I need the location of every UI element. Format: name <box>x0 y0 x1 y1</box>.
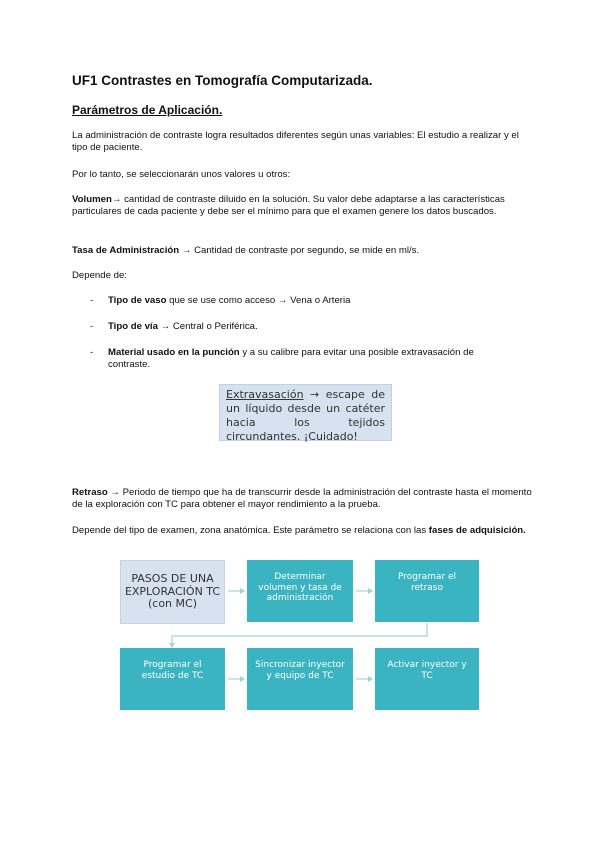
arrowhead-icon <box>240 588 245 594</box>
section-heading: Parámetros de Aplicación. <box>72 103 223 117</box>
list-item-term: Material usado en la punción <box>108 347 240 358</box>
arrowhead-icon <box>368 676 373 682</box>
flow-start-label: PASOS DE UNA EXPLORACIÓN TC (con MC) <box>124 572 221 611</box>
list-item-text: y a su calibre para evitar una posible extravasación de contraste. <box>108 347 474 371</box>
callout-text: → escape de un líquido desde un catéter hacia los tejidos circundantes. ¡Cuidado! <box>226 388 385 443</box>
list-item-text: que se use como acceso → Vena o Arteria <box>166 295 351 306</box>
list-bullet: - <box>90 295 94 306</box>
flow-step-label: Activar inyector y TC <box>387 660 467 681</box>
depende2-term: fases de adquisición. <box>428 525 526 536</box>
list-bullet: - <box>90 347 94 358</box>
callout-term: Extravasación <box>226 388 304 401</box>
arrowhead-icon <box>169 643 175 648</box>
flow-step-label: Sincronizar inyector y equipo de TC <box>255 660 345 681</box>
arrowhead-icon <box>368 588 373 594</box>
list-item-term: Tipo de vía <box>108 321 158 332</box>
flow-step-label: Determinar volumen y tasa de administración <box>258 572 342 603</box>
volumen-term: Volumen <box>72 194 112 205</box>
flow-step-label: Programar el retraso <box>397 572 457 593</box>
retraso-text: → Periodo de tiempo que ha de transcurrir desde la administración del contraste hasta el momento de la exploración con TC para obtener el mayor rendimiento a la prueba. <box>72 487 532 511</box>
document-title: UF1 Contrastes en Tomografía Computarizada. <box>72 73 373 88</box>
list-item-text: → Central o Periférica. <box>157 321 258 332</box>
tasa-term: Tasa de Administración <box>72 245 180 256</box>
list-item-term: Tipo de vaso <box>108 295 167 306</box>
arrowhead-icon <box>240 676 245 682</box>
tasa-text: → Cantidad de contraste por segundo, se mide en ml/s. <box>179 245 420 256</box>
intro-paragraph: La administración de contraste logra resultados diferentes según unas variables: El estudio a realizar y el tipo de paciente. <box>72 130 519 154</box>
list-bullet: - <box>90 321 94 332</box>
depende2-text: Depende del tipo de examen, zona anatómica. Este parámetro se relaciona con las <box>72 525 429 536</box>
volumen-text: → cantidad de contraste diluido en la solución. Su valor debe adaptarse a las características particulares de cada paciente y debe ser el mínimo para que el examen genere los datos buscados. <box>72 194 505 218</box>
retraso-term: Retraso <box>72 487 108 498</box>
depende-paragraph: Depende de: <box>72 270 127 281</box>
therefore-paragraph: Por lo tanto, se seleccionarán unos valores u otros: <box>72 169 291 180</box>
flow-arrow-3 <box>172 623 427 645</box>
flow-step-label: Programar el estudio de TC <box>141 660 204 681</box>
